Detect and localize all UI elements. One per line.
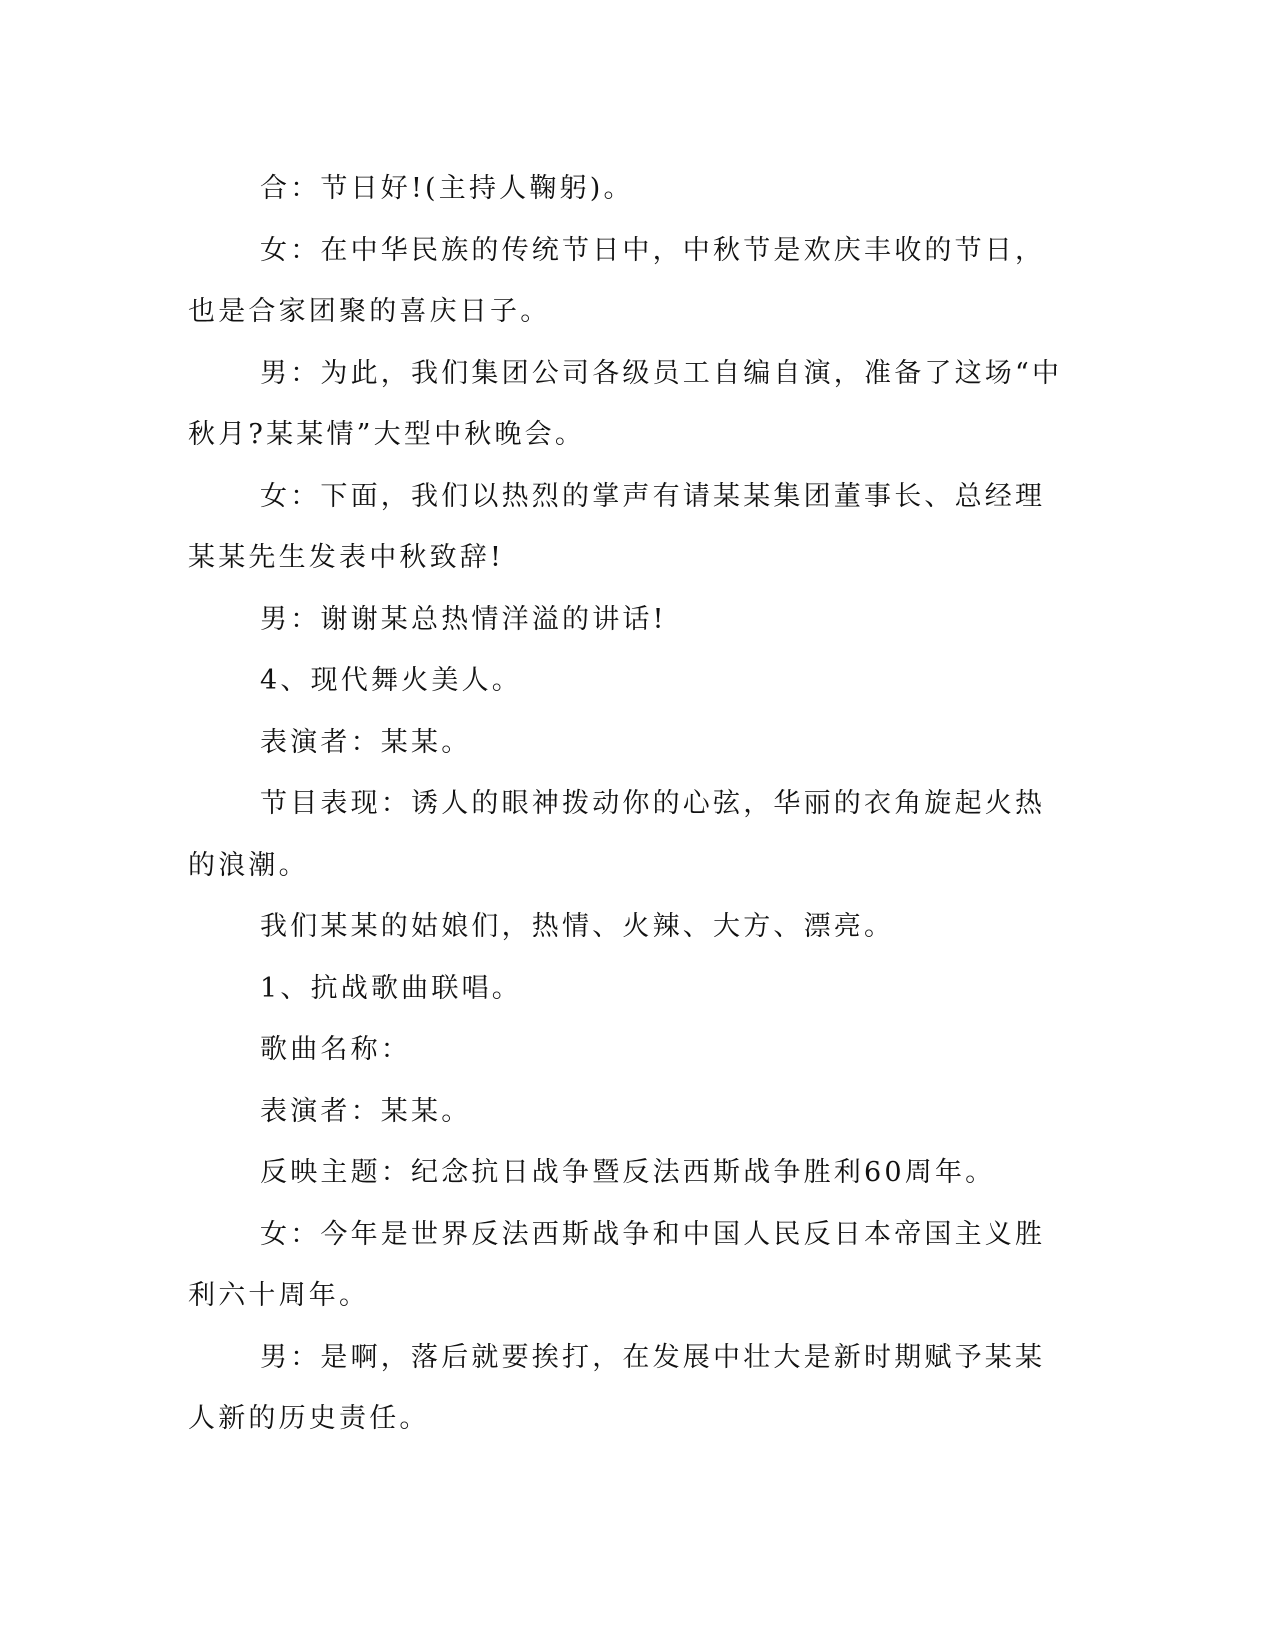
paragraph-girls: 我们某某的姑娘们，热情、火辣、大方、漂亮。 xyxy=(260,911,895,942)
paragraph-theme: 反映主题：纪念抗日战争暨反法西斯战争胜利60周年。 xyxy=(260,1157,996,1188)
paragraph-male-response: 男：是啊，落后就要挨打，在发展中壮大是新时期赋予某某人新的历史责任。 xyxy=(188,1341,1046,1434)
paragraph-male-intro: 男：为此，我们集团公司各级员工自编自演，准备了这场“中秋月?某某情”大型中秋晚会。 xyxy=(188,357,1063,450)
paragraph-greeting: 合：节日好!(主持人鞠躬)。 xyxy=(260,173,634,204)
document-body xyxy=(188,158,1068,1450)
paragraph-female-invite: 女：下面，我们以热烈的掌声有请某某集团董事长、总经理某某先生发表中秋致辞! xyxy=(188,480,1046,573)
paragraph-program-4: 4、现代舞火美人。 xyxy=(260,665,522,696)
paragraph-male-thanks: 男：谢谢某总热情洋溢的讲话! xyxy=(260,603,667,635)
paragraph-performer-2: 表演者：某某。 xyxy=(260,1095,472,1127)
paragraph-program-description: 节目表现：诱人的眼神拨动你的心弦，华丽的衣角旋起火热的浪潮。 xyxy=(188,788,1046,881)
paragraph-program-1: 1、抗战歌曲联唱。 xyxy=(260,972,522,1004)
paragraph-performer-1: 表演者：某某。 xyxy=(260,726,472,758)
paragraph-female-intro: 女：在中华民族的传统节日中，中秋节是欢庆丰收的节日，也是合家团聚的喜庆日子。 xyxy=(188,234,1046,327)
paragraph-female-anniversary: 女：今年是世界反法西斯战争和中国人民反日本帝国主义胜利六十周年。 xyxy=(188,1218,1046,1311)
paragraph-song-name: 歌曲名称： xyxy=(260,1034,411,1065)
